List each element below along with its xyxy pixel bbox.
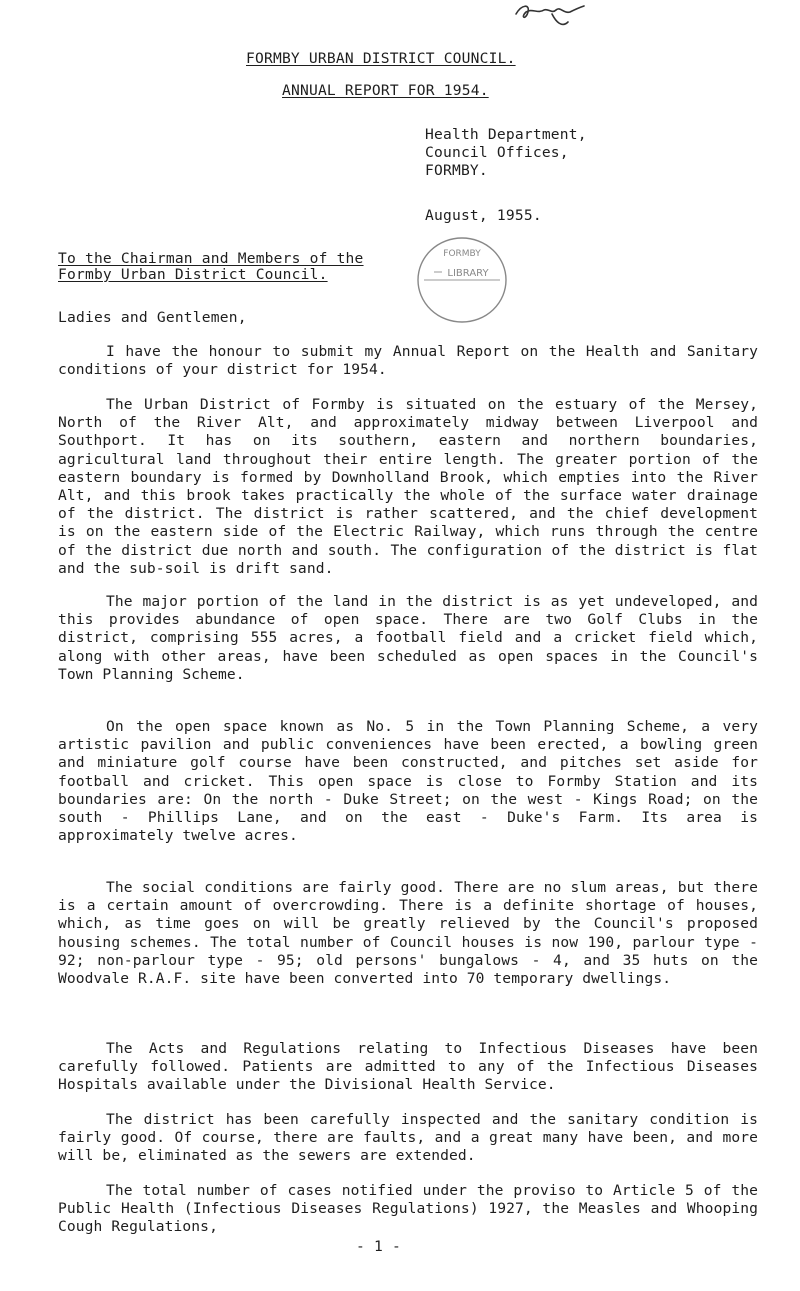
paragraph-infectious-diseases: The Acts and Regulations relating to Infectious Diseases have been carefully followed. Patients are admitted to any of the Infectious Diseases Hospitals available under the Divisional Health Service.	[58, 1040, 758, 1094]
address-line-1: Health Department,	[425, 126, 587, 143]
library-stamp	[414, 232, 510, 328]
paragraph-open-space: The major portion of the land in the district is as yet undeveloped, and this provides abundance of open space. There are two Golf Clubs in the district, comprising 555 acres, a football field and a cricket field which, along with other areas, have been scheduled as open spaces in the Council's Town Planning Scheme.	[58, 593, 758, 683]
recipient-line-2: Formby Urban District Council.	[58, 266, 328, 283]
address-line-2: Council Offices,	[425, 144, 569, 161]
paragraph-notified-cases: The total number of cases notified under the proviso to Article 5 of the Public Health (Infectious Diseases Regulations) 1927, the Measles and Whooping Cough Regulations,	[58, 1182, 758, 1236]
paragraph-intro: I have the honour to submit my Annual Report on the Health and Sanitary conditions of your district for 1954.	[58, 343, 758, 379]
paragraph-town-planning: On the open space known as No. 5 in the Town Planning Scheme, a very artistic pavilion and public conveniences have been erected, a bowling green and miniature golf course have been constructed, and pitches set aside for football and cricket. This open space is close to Formby Station and its boundaries are: On the north - Duke Street; on the west - Kings Road; on the south - Phillips Lane, and on the east - Duke's Farm. Its area is approximately twelve acres.	[58, 718, 758, 845]
salutation: Ladies and Gentlemen,	[58, 309, 247, 326]
recipient-line-1: To the Chairman and Members of the	[58, 250, 364, 267]
council-name: FORMBY URBAN DISTRICT COUNCIL.	[246, 50, 516, 67]
page-number: - 1 -	[356, 1238, 401, 1255]
address-line-3: FORMBY.	[425, 162, 488, 179]
paragraph-sanitary-condition: The district has been carefully inspected and the sanitary condition is fairly good. Of course, there are faults, and a great many have been, and more will be, eliminated as the sewers are extended.	[58, 1111, 758, 1165]
stamp-text-mid: LIBRARY	[447, 268, 489, 279]
handwritten-signature	[508, 0, 598, 34]
report-title: ANNUAL REPORT FOR 1954.	[282, 82, 489, 99]
report-date: August, 1955.	[425, 207, 542, 224]
stamp-text-top: FORMBY	[443, 249, 481, 259]
paragraph-situation: The Urban District of Formby is situated on the estuary of the Mersey, North of the River Alt, and approximately midway between Liverpool and Southport. It has on its southern, eastern and northern boundaries, agricultural land throughout their entire length. The greater portion of the eastern boundary is formed by Downholland Brook, which empties into the River Alt, and this brook takes practically the whole of the surface water drainage of the district. The district is rather scattered, and the chief development is on the eastern side of the Electric Railway, which runs through the centre of the district due north and south. The configuration of the district is flat and the sub-soil is drift sand.	[58, 396, 758, 577]
paragraph-social-conditions: The social conditions are fairly good. There are no slum areas, but there is a certain amount of overcrowding. There is a definite shortage of houses, which, as time goes on will be greatly relieved by the Council's proposed housing schemes. The total number of Council houses is now 190, parlour type - 92; non-parlour type - 95; old persons' bungalows - 4, and 35 huts on the Woodvale R.A.F. site have been converted into 70 temporary dwellings.	[58, 879, 758, 988]
